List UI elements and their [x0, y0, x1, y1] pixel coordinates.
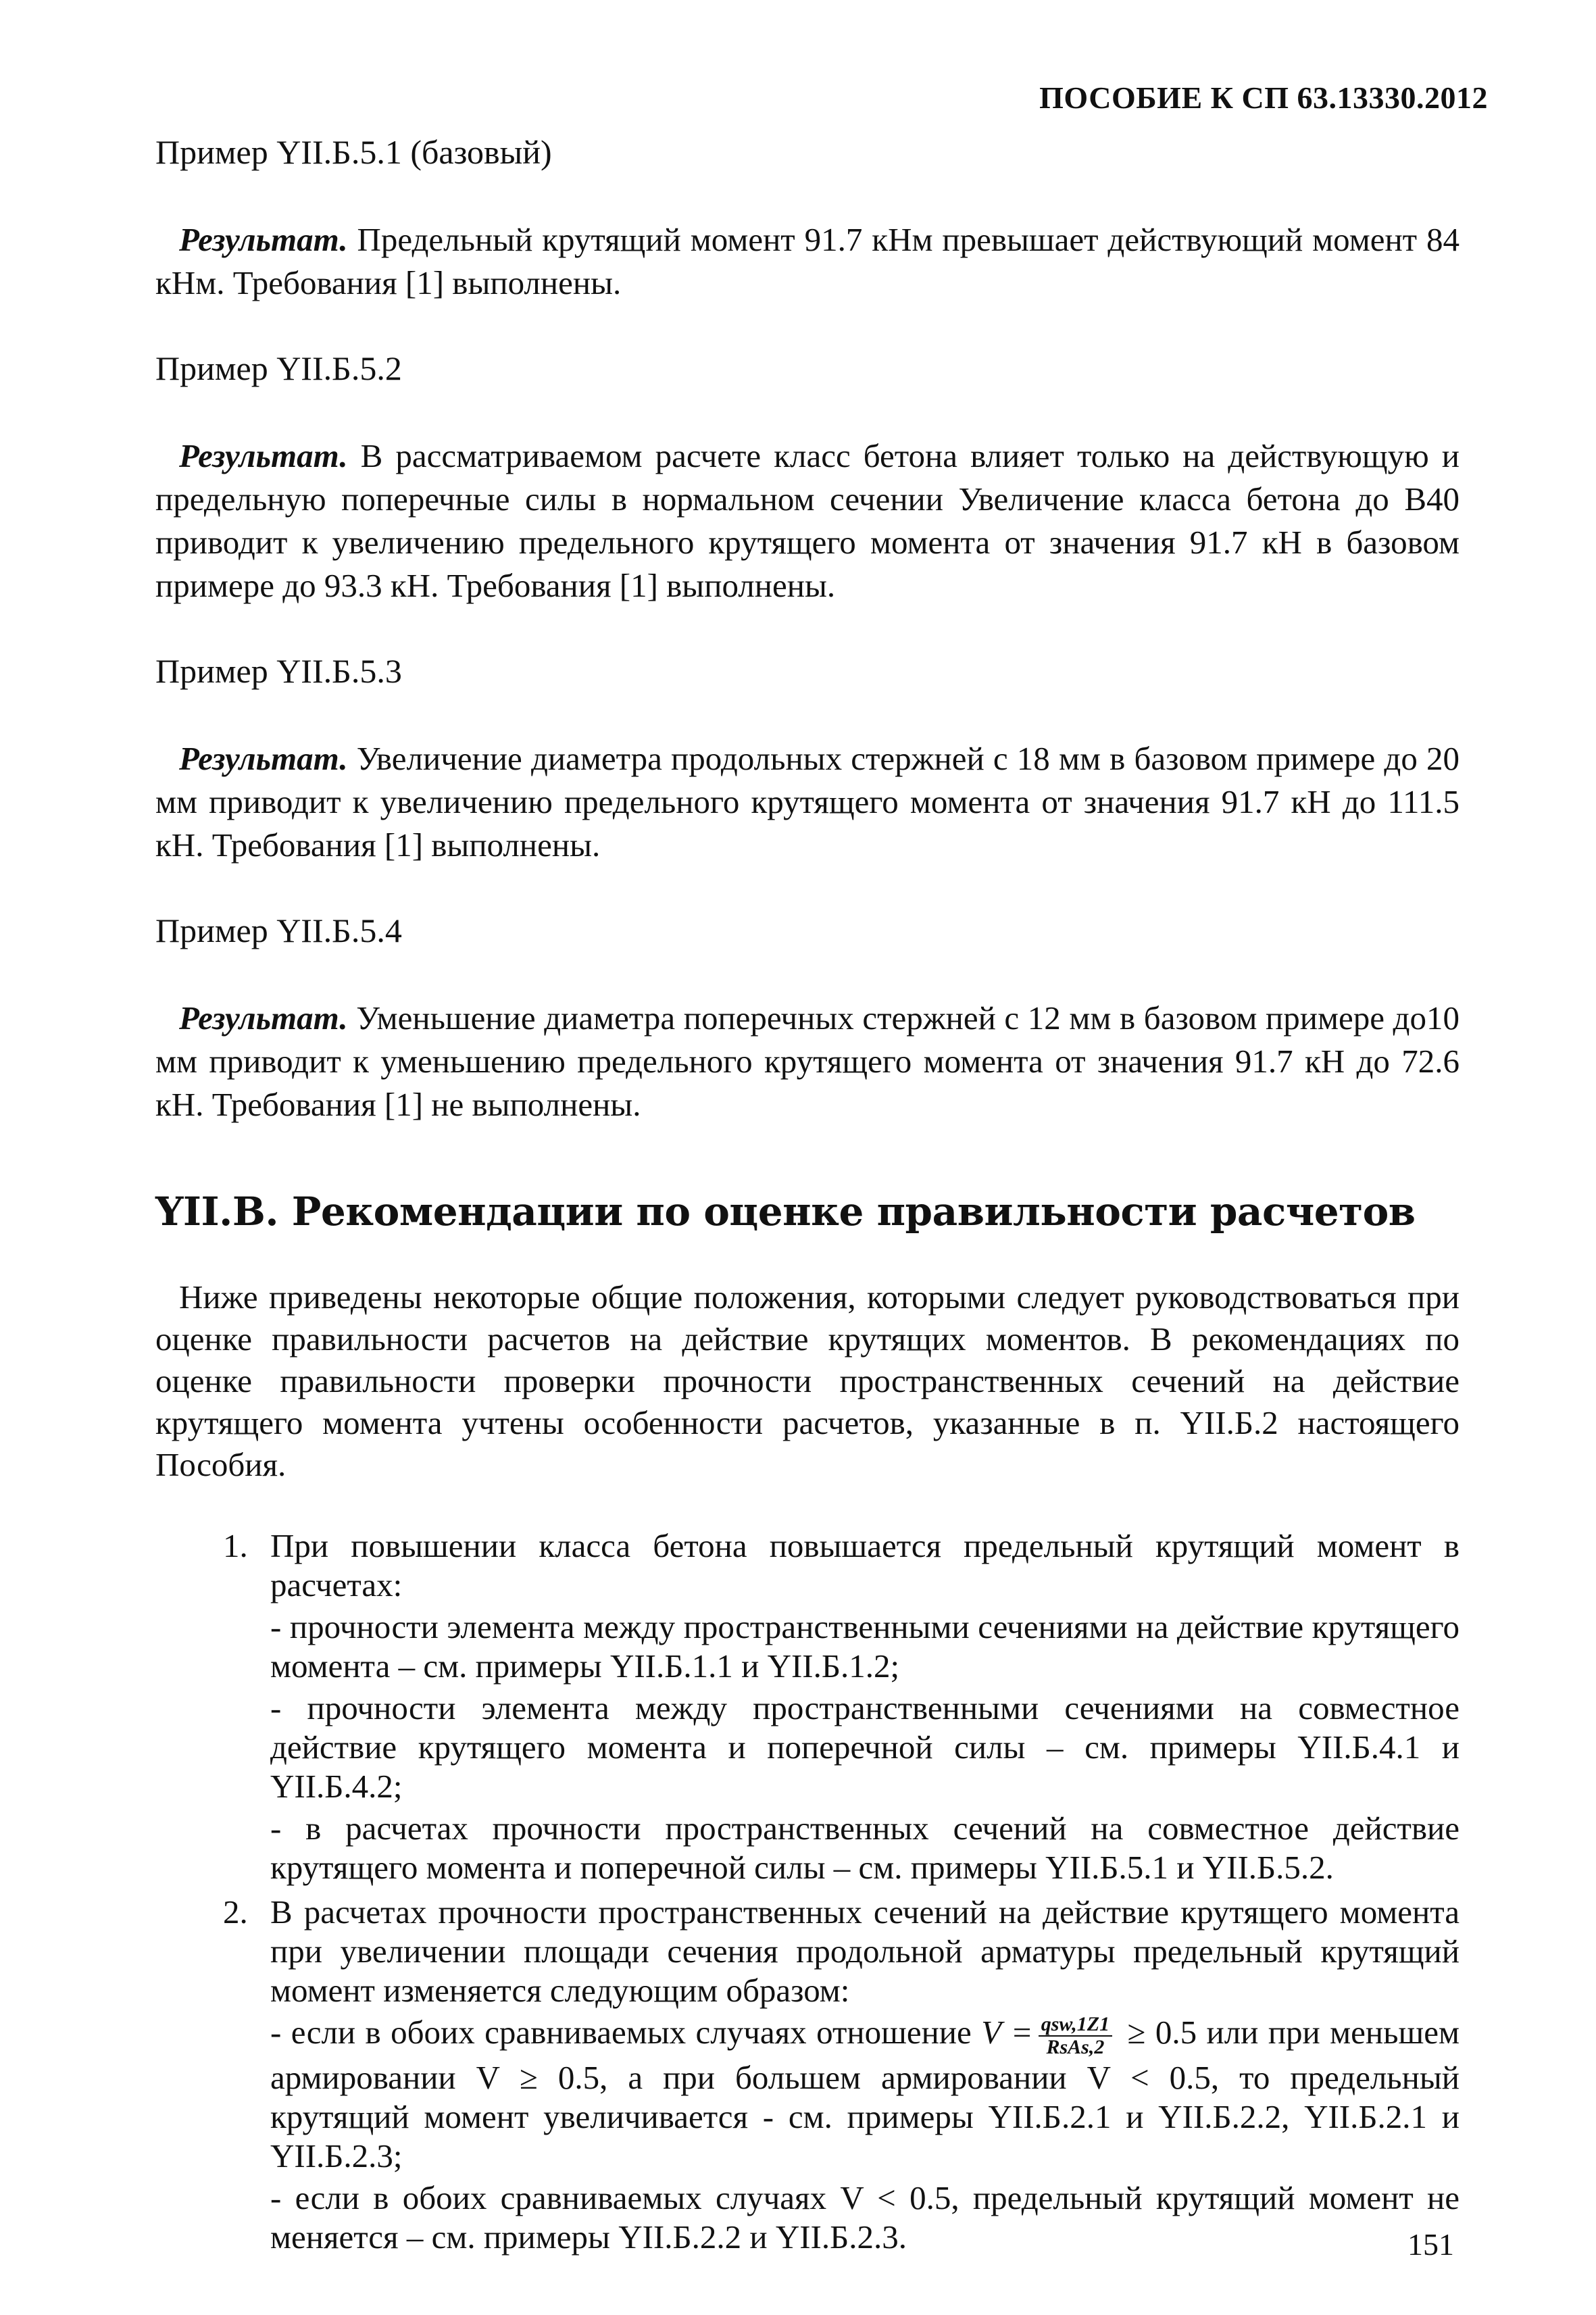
list-item: [155, 1526, 1460, 1887]
list-subitem: - прочности элемента между пространственными сечениями на совместное действие крутящего момента и поперечной силы – см. примеры YII.Б.4.1 и YII.Б.4.2;: [270, 1689, 1460, 1805]
result-lead: Результат.: [179, 221, 348, 258]
result-paragraph: [155, 218, 1460, 305]
example-block: [155, 132, 1460, 305]
result-text: В рассматриваемом расчете класс бетона влияет только на действующую и предельную поперечные силы в нормальном сечении Увеличение класса бетона до В40 приводит к увеличению предельного крутящего момента от значения 91.7 кН в базовом примере до 93.3 кН. Требования [1] выполнены.: [155, 437, 1460, 604]
subitem-text: - если в обоих сравниваемых случаях отношение: [270, 2014, 982, 2051]
running-header: ПОСОБИЕ К СП 63.13330.2012: [1039, 80, 1488, 115]
list-item-lead: В расчетах прочности пространственных сечений на действие крутящего момента при увеличении площади сечения продольной арматуры предельный крутящий момент изменяется следующим образом:: [270, 1893, 1460, 2009]
list-subitem: - в расчетах прочности пространственных сечений на совместное действие крутящего момента и поперечной силы – см. примеры YII.Б.5.1 и YII.Б.5.2.: [270, 1810, 1460, 1886]
list-item-lead: При повышении класса бетона повышается предельный крутящий момент в расчетах:: [270, 1527, 1460, 1603]
subitem-text: ≥ 0.5 или при меньшем армировании V ≥ 0.5, а при большем армировании V < 0.5, то предельный крутящий момент увеличивается - см. примеры YII.Б.2.1 и YII.Б.2.2, YII.Б.2.1 и YII.Б.2.3;: [270, 2014, 1460, 2174]
example-title: Пример YII.Б.5.4: [155, 912, 402, 949]
list-subitem: - если в обоих сравниваемых случаях V < 0.5, предельный крутящий момент не меняется – см. примеры YII.Б.2.2 и YII.Б.2.3.: [270, 2179, 1460, 2256]
result-lead: Результат.: [179, 999, 348, 1037]
fraction-numerator: qsw,1Z1: [1039, 2014, 1112, 2037]
section-heading: YII.В. Рекомендации по оценке правильности расчетов: [155, 1189, 1416, 1235]
fraction-denominator: RsAs,2: [1046, 2035, 1105, 2058]
example-block: [155, 348, 1460, 607]
result-paragraph: [155, 737, 1460, 867]
list-item: [155, 1893, 1460, 2257]
example-title: Пример YII.Б.5.1 (базовый): [155, 133, 552, 171]
page-content: [155, 132, 1460, 2262]
example-title: Пример YII.Б.5.2: [155, 349, 402, 387]
section-intro: Ниже приведены некоторые общие положения, которыми следует руководствоваться при оценке правильности расчетов на действие крутящих моментов. В рекомендациях по оценке правильности проверки прочности пространственных сечений на действие крутящего момента учтены особенности расчетов, указанные в п. YII.Б.2 настоящего Пособия.: [155, 1278, 1460, 1483]
result-paragraph: [155, 434, 1460, 607]
recommendations-list: [155, 1526, 1460, 2257]
list-subitem: - прочности элемента между пространственными сечениями на действие крутящего момента – см. примеры YII.Б.1.1 и YII.Б.1.2;: [270, 1608, 1460, 1685]
example-block: [155, 910, 1460, 1126]
result-text: Предельный крутящий момент 91.7 кНм превышает действующий момент 84 кНм. Требования [1] выполнены.: [155, 221, 1460, 301]
result-lead: Результат.: [179, 437, 348, 474]
list-subitem: [270, 2013, 1460, 2176]
formula-variable: V =: [981, 2014, 1033, 2051]
list-item-number: 1.: [223, 1527, 248, 1564]
page-number: 151: [1407, 2227, 1454, 2262]
example-block: [155, 651, 1460, 867]
result-text: Увеличение диаметра продольных стержней с 18 мм в базовом примере до 20 мм приводит к увеличению предельного крутящего момента от значения 91.7 кН до 111.5 кН. Требования [1] выполнены.: [155, 740, 1460, 864]
list-item-number: 2.: [223, 1893, 248, 1931]
formula-fraction: [1039, 2014, 1112, 2058]
example-title: Пример YII.Б.5.3: [155, 652, 402, 690]
result-text: Уменьшение диаметра поперечных стержней с 12 мм в базовом примере до10 мм приводит к уменьшению предельного крутящего момента от значения 91.7 кН до 72.6 кН. Требования [1] не выполнены.: [155, 999, 1460, 1123]
result-lead: Результат.: [179, 740, 348, 777]
result-paragraph: [155, 997, 1460, 1126]
